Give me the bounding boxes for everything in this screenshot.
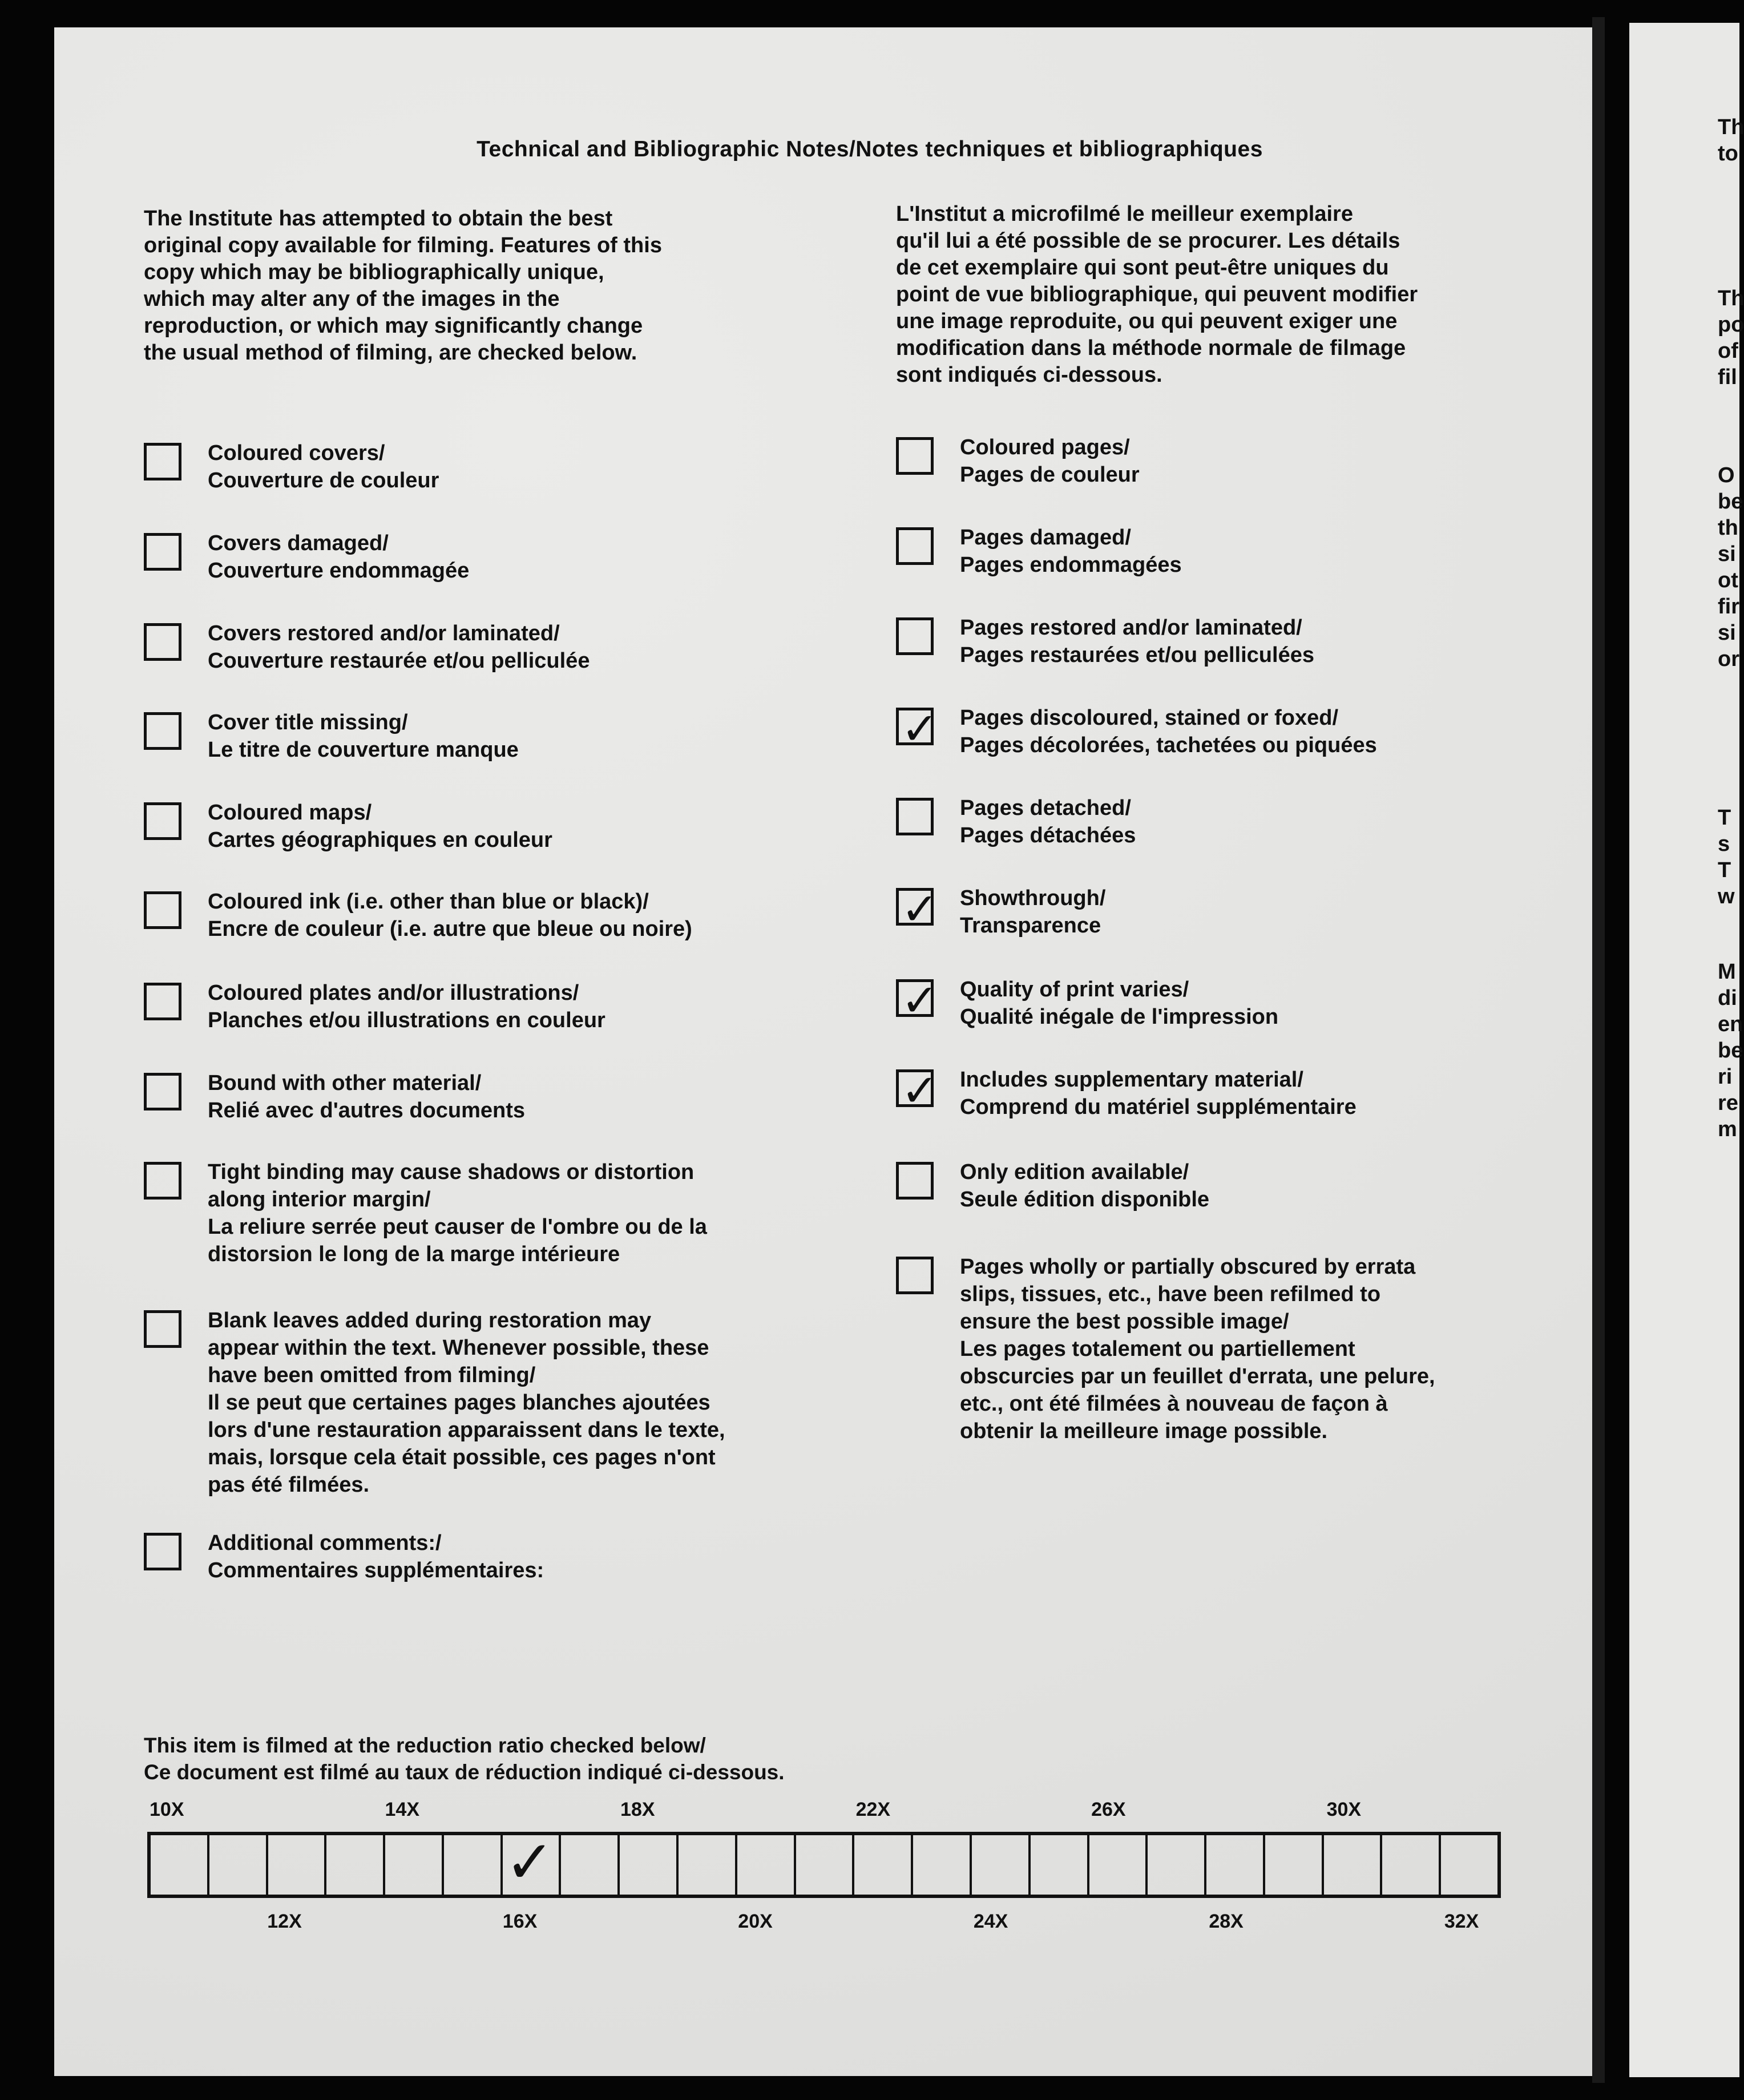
checkbox[interactable]	[144, 623, 181, 661]
ratio-cell[interactable]	[559, 1835, 617, 1895]
checkbox[interactable]	[896, 617, 934, 655]
ratio-cell[interactable]	[207, 1835, 266, 1895]
ratio-cell[interactable]	[1439, 1835, 1497, 1895]
intro-english: The Institute has attempted to obtain the best original copy available for filming. Features of this copy which may be bibliographically unique, which may alter any of the images in the reproduction, or which may significantly change the usual method of filming, are checked below.	[144, 207, 662, 365]
checkbox[interactable]	[144, 1162, 181, 1200]
right-checklist-item	[896, 885, 1105, 939]
left-checklist-item	[144, 799, 552, 854]
adjacent-page-fragment: Th po of fil	[1718, 286, 1744, 389]
right-checklist-item-label: Coloured pages/ Pages de couleur	[960, 435, 1140, 487]
right-checklist-item	[896, 434, 1140, 488]
right-checklist-item-label: Includes supplementary material/ Comprend du matériel supplémentaire	[960, 1068, 1357, 1119]
ratio-cell[interactable]	[1028, 1835, 1087, 1895]
ratio-bottom-tick: 16X	[502, 1911, 538, 1932]
checkmark-icon: ✓	[504, 1827, 555, 1897]
checkbox[interactable]	[144, 802, 181, 840]
left-checklist-item-label: Tight binding may cause shadows or distortion along interior margin/ La reliure serrée peut causer de l'ombre ou de la distorsion le long de la marge intérieure	[208, 1160, 707, 1266]
right-checklist-item-label: Showthrough/ Transparence	[960, 886, 1106, 938]
adjacent-page-fragment: M di en be ri re m	[1718, 960, 1743, 1141]
intro-french: L'Institut a microfilmé le meilleur exemplaire qu'il lui a été possible de se procurer. Les détails de cet exemplaire qui sont peut-être uniques du point de vue bibliographique, qui peuvent modifier une image reproduite, ou qui peuvent exiger une modification dans la méthode normale de filmage sont indiqués ci-dessous.	[896, 202, 1418, 387]
ratio-label-french: Ce document est filmé au taux de réduction indiqué ci-dessous.	[144, 1760, 785, 1784]
checkbox[interactable]	[896, 527, 934, 565]
ratio-label-english: This item is filmed at the reduction ratio checked below/	[144, 1734, 706, 1757]
left-checklist-item	[144, 979, 605, 1034]
ratio-cell[interactable]	[324, 1835, 383, 1895]
right-checklist-item-label: Pages restored and/or laminated/ Pages restaurées et/ou pelliculées	[960, 616, 1314, 667]
checkmark-icon: ✓	[901, 975, 939, 1027]
ratio-cell[interactable]	[266, 1835, 325, 1895]
left-checklist-item	[144, 1307, 725, 1499]
right-checklist-item-label: Pages damaged/ Pages endommagées	[960, 526, 1182, 577]
right-checklist-item	[896, 1158, 1209, 1213]
checkmark-icon: ✓	[901, 884, 939, 935]
ratio-cell[interactable]	[911, 1835, 970, 1895]
left-checklist-item-label: Bound with other material/ Relié avec d'autres documents	[208, 1071, 526, 1122]
checkbox[interactable]	[896, 1257, 934, 1294]
right-checklist-item-label: Pages wholly or partially obscured by errata slips, tissues, etc., have been refilmed to ensure the best possible image/ Les pages totalement ou partiellement obscurcies par un feuillet d'errata, une pelure, etc., ont été filmées à nouveau de façon à obtenir la meilleure image possible.	[960, 1255, 1435, 1443]
ratio-bottom-tick: 24X	[973, 1911, 1008, 1932]
ratio-cell[interactable]	[794, 1835, 853, 1895]
adjacent-page-fragment: Th to	[1718, 115, 1744, 165]
checkbox[interactable]	[144, 1533, 181, 1570]
checkbox[interactable]	[896, 1065, 939, 1117]
left-checklist-item-label: Coloured ink (i.e. other than blue or black)/ Encre de couleur (i.e. autre que bleue ou noire)	[208, 890, 692, 941]
checkbox[interactable]	[896, 1162, 934, 1200]
right-checklist-item	[896, 976, 1278, 1031]
left-checklist-item	[144, 530, 469, 584]
right-checklist-item	[896, 704, 1377, 759]
adjacent-page-fragment: T s T w	[1718, 806, 1735, 908]
checkmark-icon: ✓	[901, 1065, 939, 1117]
checkbox[interactable]	[896, 798, 934, 835]
checkbox[interactable]	[896, 437, 934, 475]
ratio-cell[interactable]	[735, 1835, 794, 1895]
right-checklist-item	[896, 794, 1136, 849]
page-edge-shadow	[1592, 17, 1605, 2083]
checkbox[interactable]	[144, 983, 181, 1020]
left-checklist-item-label: Coloured maps/ Cartes géographiques en couleur	[208, 801, 552, 852]
ratio-cell[interactable]	[383, 1835, 442, 1895]
right-checklist-item-label: Only edition available/ Seule édition disponible	[960, 1160, 1210, 1211]
left-checklist-item	[144, 620, 590, 675]
ratio-bottom-tick: 12X	[267, 1911, 302, 1932]
checkbox[interactable]	[144, 1310, 181, 1348]
checkbox[interactable]	[144, 891, 181, 929]
ratio-cell[interactable]	[1204, 1835, 1263, 1895]
ratio-cell[interactable]	[617, 1835, 676, 1895]
ratio-cell[interactable]	[1145, 1835, 1204, 1895]
right-checklist-item	[896, 524, 1182, 579]
right-checklist-item	[896, 1066, 1357, 1121]
adjacent-page-fragment: O be th si ot fir si or	[1718, 463, 1743, 671]
ratio-cell[interactable]	[151, 1835, 207, 1895]
left-checklist-item	[144, 1158, 707, 1268]
ratio-cell[interactable]	[1322, 1835, 1380, 1895]
left-checklist-item	[144, 709, 519, 764]
left-checklist-item-label: Coloured plates and/or illustrations/ Planches et/ou illustrations en couleur	[208, 981, 605, 1032]
ratio-top-tick: 14X	[385, 1799, 420, 1820]
right-checklist-item	[896, 1253, 1435, 1445]
ratio-cell[interactable]	[970, 1835, 1028, 1895]
checkbox[interactable]	[896, 704, 939, 755]
left-checklist-item	[144, 439, 439, 494]
ratio-cell[interactable]	[1263, 1835, 1322, 1895]
right-checklist-item	[896, 614, 1314, 669]
checkbox[interactable]	[144, 533, 181, 571]
page-title: Technical and Bibliographic Notes/Notes techniques et bibliographiques	[477, 137, 1263, 161]
ratio-cell[interactable]	[1380, 1835, 1439, 1895]
left-checklist-item-label: Covers restored and/or laminated/ Couverture restaurée et/ou pelliculée	[208, 621, 590, 673]
ratio-cell[interactable]	[442, 1835, 500, 1895]
ratio-bottom-tick: 20X	[738, 1911, 773, 1932]
checkbox[interactable]	[144, 443, 181, 480]
checkbox[interactable]	[144, 1073, 181, 1110]
ratio-cell[interactable]	[676, 1835, 735, 1895]
left-checklist-item	[144, 888, 692, 943]
checkbox[interactable]	[896, 884, 939, 935]
reduction-ratio-grid	[147, 1827, 1501, 1898]
left-checklist-item-label: Covers damaged/ Couverture endommagée	[208, 531, 470, 583]
left-checklist-item-label: Cover title missing/ Le titre de couverture manque	[208, 710, 519, 762]
right-checklist-item-label: Pages discoloured, stained or foxed/ Pages décolorées, tachetées ou piquées	[960, 706, 1377, 757]
right-checklist-item-label: Pages detached/ Pages détachées	[960, 796, 1136, 847]
checkbox[interactable]	[144, 712, 181, 750]
left-checklist-item-label: Blank leaves added during restoration may appear within the text. Whenever possible, these have been omitted from filming/ Il se peut que certaines pages blanches ajoutées lors d'une restauration apparaissent dans le texte, mais, lorsque cela était possible, ces pages n'ont pas été filmées.	[208, 1309, 725, 1497]
ratio-cell[interactable]	[1087, 1835, 1146, 1895]
left-checklist-item-label: Coloured covers/ Couverture de couleur	[208, 441, 439, 492]
ratio-top-tick: 18X	[620, 1799, 655, 1820]
left-checklist-item	[144, 1069, 525, 1124]
ratio-cell[interactable]	[500, 1827, 559, 1897]
checkmark-icon: ✓	[901, 704, 939, 755]
right-checklist-item-label: Quality of print varies/ Qualité inégale de l'impression	[960, 978, 1279, 1029]
ratio-top-tick: 30X	[1326, 1799, 1362, 1820]
checkbox[interactable]	[896, 975, 939, 1027]
left-checklist-item	[144, 1529, 544, 1584]
ratio-cell[interactable]	[852, 1835, 911, 1895]
ratio-top-tick: 22X	[855, 1799, 891, 1820]
left-checklist-item-label: Additional comments:/ Commentaires supplémentaires:	[208, 1531, 544, 1582]
ratio-bottom-tick: 32X	[1444, 1911, 1479, 1932]
ratio-bottom-tick: 28X	[1209, 1911, 1244, 1932]
ratio-top-tick: 10X	[150, 1799, 184, 1820]
ratio-top-tick: 26X	[1091, 1799, 1126, 1820]
